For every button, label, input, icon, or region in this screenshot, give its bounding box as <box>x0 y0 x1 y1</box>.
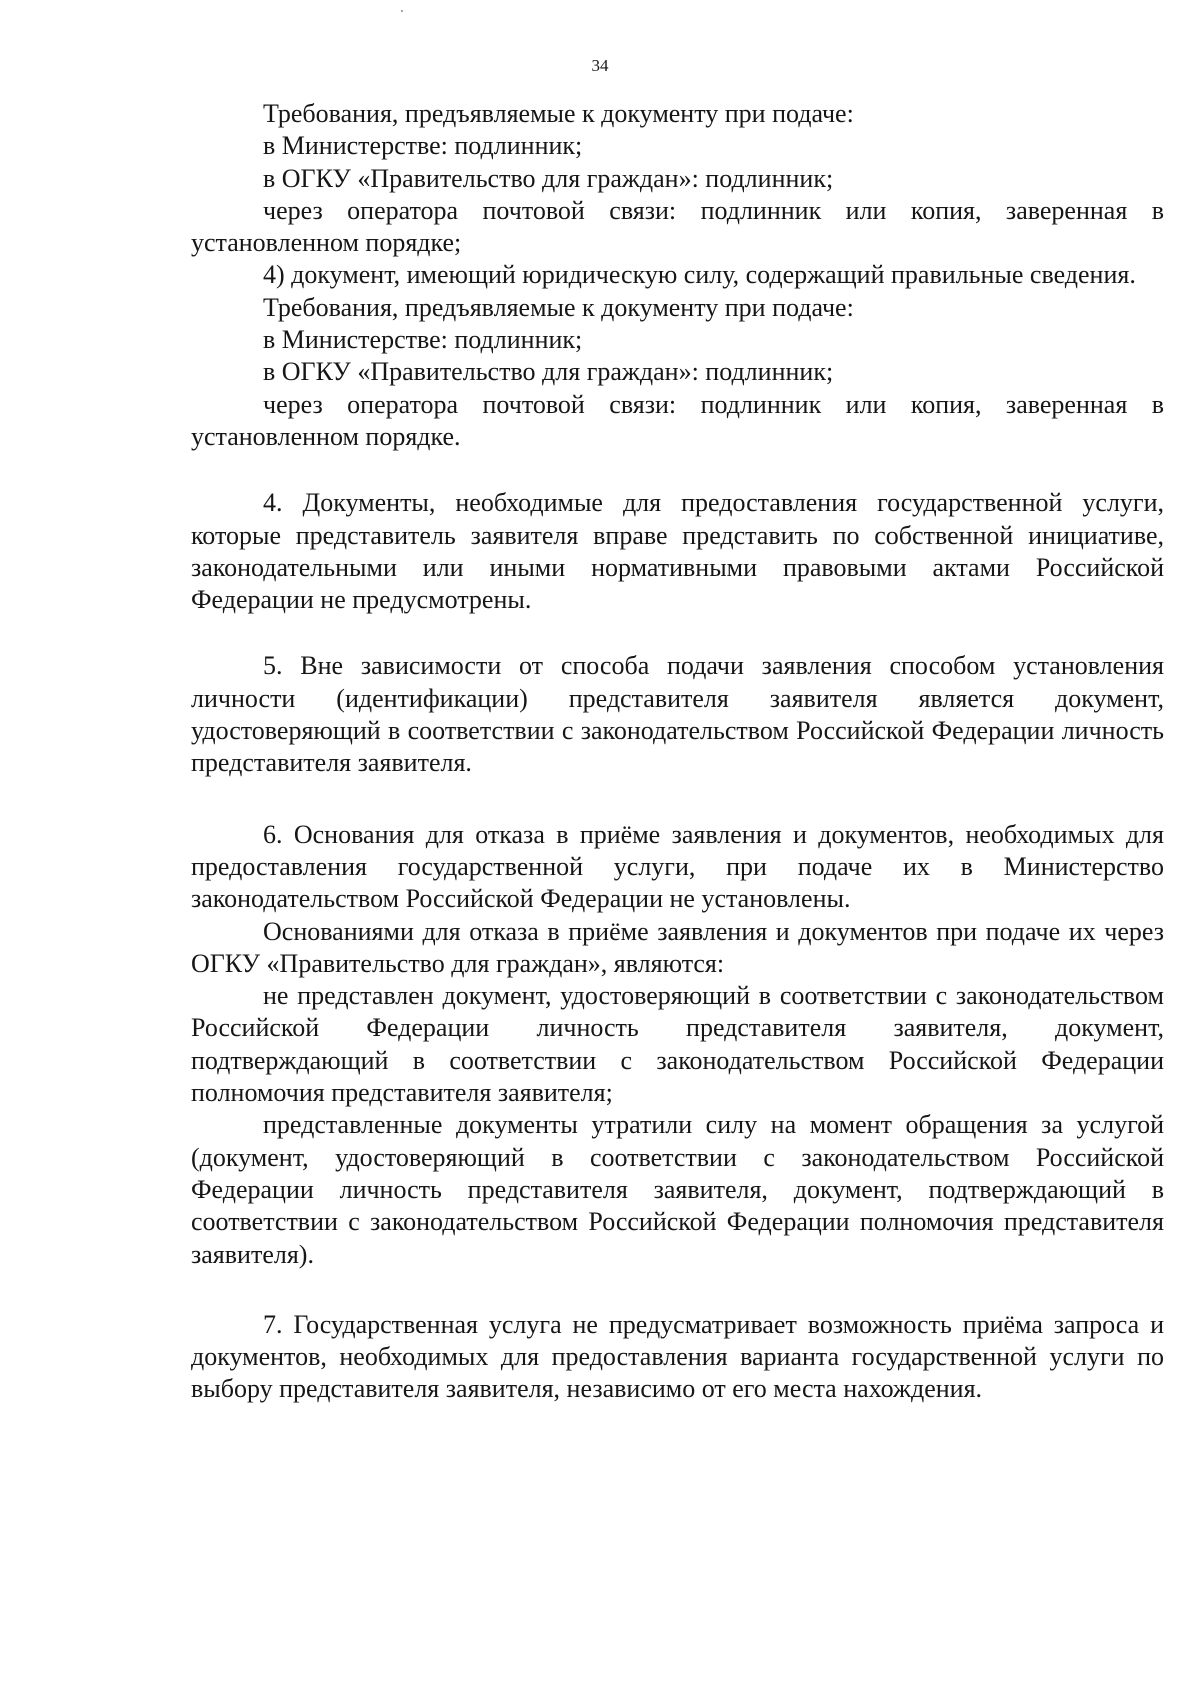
page-number: 34 <box>591 56 609 75</box>
scan-speck <box>401 10 403 12</box>
requirement-ogku: в ОГКУ «Правительство для граждан»: подлинник; <box>263 163 834 193</box>
requirement-ministry: в Министерстве: подлинник; <box>263 131 583 161</box>
requirement-post: через оператора почтовой связи: подлинник или копия, заверенная в установленном порядке; <box>191 195 1164 258</box>
section-7-paragraph: 7. Государственная услуга не предусматривает возможность приёма запроса и документов, необходимых для предоставления варианта государственной услуги по выбору представителя заявителя, независимо от его места нахождения. <box>191 1309 1164 1404</box>
requirements-heading: Требования, предъявляемые к документу при подаче: <box>263 99 854 128</box>
section-5-paragraph: 5. Вне зависимости от способа подачи заявления способом установления личности (идентификации) представителя заявителя является документ, удостоверяющий в соответствии с законодательством Российской Федерации личность представителя заявителя. <box>191 651 1164 778</box>
section-4-paragraph: 4. Документы, необходимые для предоставления государственной услуги, которые представитель заявителя вправе представить по собственной инициативе, законодательными или иными нормативными правовыми актами Российской Федерации не предусмотрены. <box>191 488 1164 615</box>
refusal-ground-1: не представлен документ, удостоверяющий в соответствии с законодательством Российской Федерации личность представителя заявителя, документ, подтверждающий в соответствии с законодательством Российской Федерации полномочия представителя заявителя; <box>191 981 1164 1108</box>
requirement-post-2: через оператора почтовой связи: подлинник или копия, заверенная в установленном порядке. <box>191 389 1164 451</box>
requirements-heading-2: Требования, предъявляемые к документу при подаче: <box>263 292 854 322</box>
refusal-ground-2: представленные документы утратили силу на момент обращения за услугой (документ, удостоверяющий в соответствии с законодательством Российской Федерации личность представителя заявителя, документ, подтверждающий в соответствии с законодательством Российской Федерации полномочия представителя заявителя). <box>191 1110 1164 1269</box>
refusal-grounds-intro: Основаниями для отказа в приёме заявления и документов при подаче их через ОГКУ «Правительство для граждан», являются: <box>191 916 1164 978</box>
requirement-ministry-2: в Министерстве: подлинник; <box>263 325 583 355</box>
section-6-paragraph: 6. Основания для отказа в приёме заявления и документов, необходимых для предоставления государственной услуги, при подаче их в Министерство законодательством Российской Федерации не установлены. <box>191 819 1164 914</box>
item-4-document: 4) документ, имеющий юридическую силу, содержащий правильные сведения. <box>263 260 1136 290</box>
requirement-ogku-2: в ОГКУ «Правительство для граждан»: подлинник; <box>263 357 834 387</box>
document-body <box>191 98 1164 1406</box>
